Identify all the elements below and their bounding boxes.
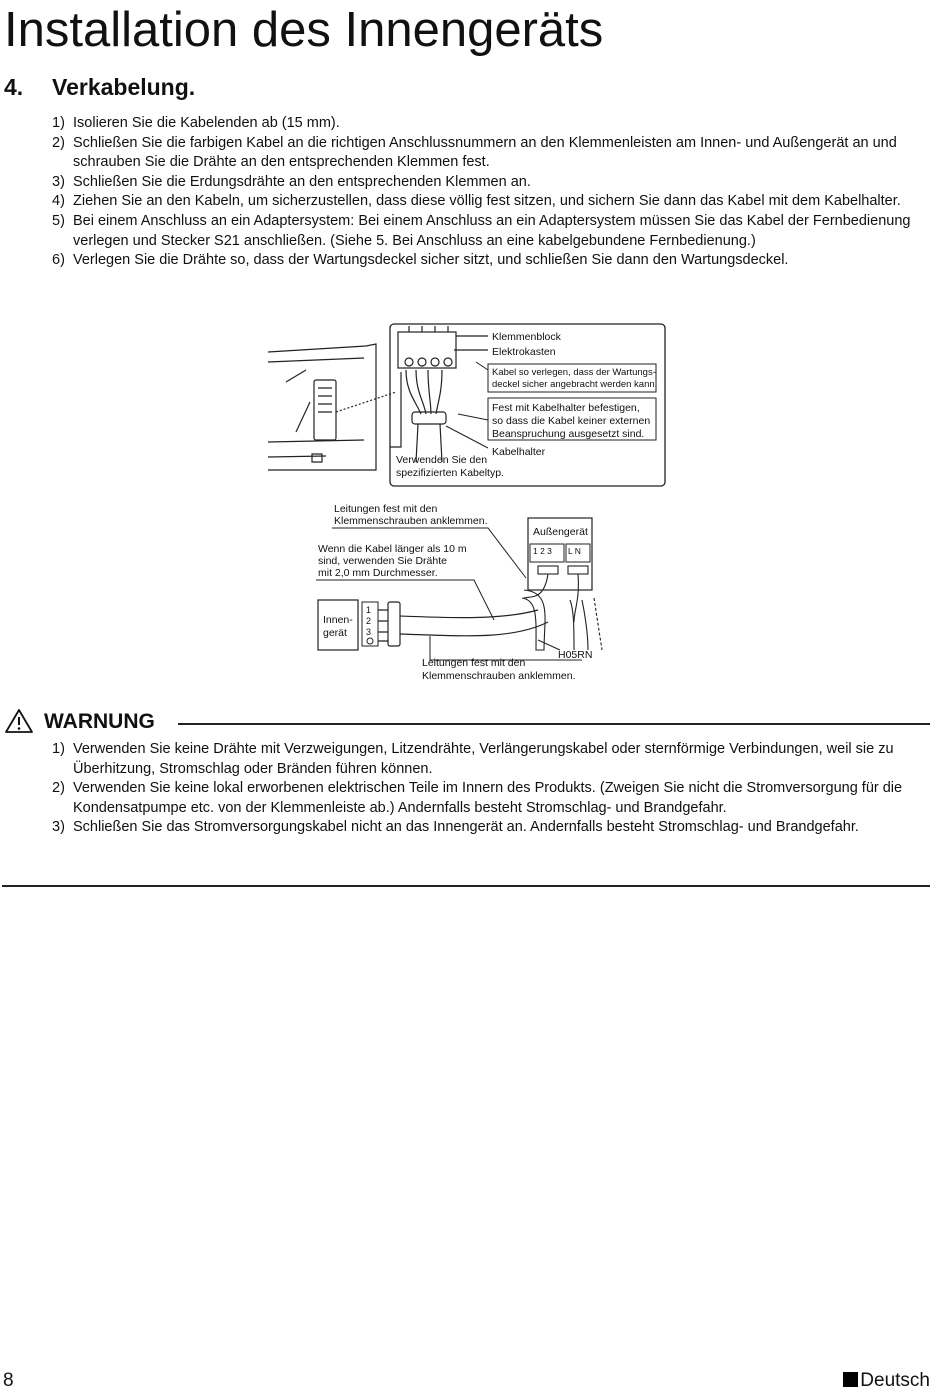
item-number: 2) <box>52 780 65 797</box>
item-number: 4) <box>52 193 65 210</box>
label-innengeraet: Innen- <box>323 614 353 626</box>
section-heading <box>4 70 195 104</box>
label-cable-type: H05RN <box>558 649 593 661</box>
length-note-line: Wenn die Kabel länger als 10 m <box>318 543 467 555</box>
indoor-terminal-label: 1 <box>366 605 372 615</box>
connection-cable-illustration <box>378 602 548 646</box>
section-title: Verkabelung. <box>52 74 196 100</box>
top-note-line: Leitungen fest mit den <box>334 503 438 515</box>
list-item <box>52 779 922 818</box>
square-bullet-icon <box>843 1372 858 1387</box>
item-number: 3) <box>52 819 65 836</box>
list-item <box>52 740 922 779</box>
item-text: Verwenden Sie keine lokal erworbenen elektrischen Teile im Innern des Produkts. (Zweigen Sie nicht die Stromversorgung für die Kondensatpumpe etc. von der Klemmenleiste ab.) Andernfalls besteht Stromschlag- und Brandgefahr. <box>73 780 903 816</box>
item-text: Isolieren Sie die Kabelenden ab (15 mm). <box>73 115 340 131</box>
connection-diagram-figure <box>312 500 612 688</box>
warning-list <box>52 740 922 838</box>
bottom-note-line: Leitungen fest mit den <box>422 657 526 669</box>
terminal-block-illustration <box>390 326 488 462</box>
item-text: Bei einem Anschluss an ein Adaptersystem: Bei einem Anschluss an ein Adaptersystem müssen Sie das Kabel der Fernbedienung verlegen und Stecker S21 anschließen. (Siehe 5. Bei Anschluss an eine kabelgebundene Fernbedienung.) <box>73 212 911 249</box>
label-kabeltyp: Verwenden Sie den <box>396 454 488 466</box>
outdoor-terminal-labels: 1 2 3 <box>533 546 552 556</box>
indoor-terminal-label: 2 <box>366 616 372 626</box>
language-text: Deutsch <box>860 1370 930 1391</box>
note-deckel-line: Kabel so verlegen, dass der Wartungs- <box>492 367 656 378</box>
item-number: 2) <box>52 134 65 151</box>
divider <box>178 723 930 725</box>
outdoor-terminal-labels: L N <box>568 546 581 556</box>
item-number: 5) <box>52 212 65 229</box>
item-text: Ziehen Sie an den Kabeln, um sicherzustellen, dass diese völlig fest sitzen, und sichern Sie dann das Kabel mit dem Kabelhalter. <box>73 193 901 210</box>
list-item <box>52 134 942 173</box>
label-elektrokasten: Elektrokasten <box>492 346 556 358</box>
item-text: Verlegen Sie die Drähte so, dass der Wartungsdeckel sicher sitzt, und schließen Sie dann den Wartungsdeckel. <box>73 252 789 269</box>
indoor-unit-illustration <box>268 344 396 470</box>
item-number: 6) <box>52 252 65 269</box>
top-note-line: Klemmenschrauben anklemmen. <box>334 515 488 527</box>
label-kabeltyp: spezifizierten Kabeltyp. <box>396 467 504 479</box>
language-label <box>843 1370 930 1392</box>
item-number: 1) <box>52 741 65 757</box>
page-title: Installation des Innengeräts <box>4 3 604 57</box>
wiring-detail-figure <box>266 322 668 490</box>
section-number: 4. <box>4 74 24 100</box>
list-item <box>52 192 942 212</box>
warning-heading <box>4 708 930 736</box>
divider <box>2 885 930 887</box>
bottom-note-line: Klemmenschrauben anklemmen. <box>422 670 576 682</box>
item-text: Verwenden Sie keine Drähte mit Verzweigungen, Litzendrähte, Verlängerungskabel oder sternförmige Verbindungen, weil sie zu Überhitzung, Stromschlag oder Bränden führen können. <box>73 741 894 777</box>
page-number: 8 <box>3 1370 14 1391</box>
label-klemmenblock: Klemmenblock <box>492 331 561 343</box>
warning-title: WARNUNG <box>44 710 155 733</box>
list-item <box>52 251 942 271</box>
list-item <box>52 173 942 193</box>
list-item <box>52 114 942 134</box>
label-innengeraet: gerät <box>323 627 347 639</box>
outdoor-wiring-illustration <box>522 566 602 650</box>
indoor-terminal-label: 3 <box>366 627 372 637</box>
length-note-line: mit 2,0 mm Durchmesser. <box>318 567 438 579</box>
item-number: 3) <box>52 173 65 190</box>
label-aussengeraet: Außengerät <box>533 526 588 538</box>
steps-list <box>52 114 942 271</box>
item-text: Schließen Sie die farbigen Kabel an die richtigen Anschlussnummern an den Klemmenleisten am Innen- und Außengerät an und schrauben Sie die Drähte an den entsprechenden Klemmen fest. <box>73 134 897 171</box>
item-text: Schließen Sie die Erdungsdrähte an den entsprechenden Klemmen an. <box>73 173 531 190</box>
length-note-line: sind, verwenden Sie Drähte <box>318 555 447 567</box>
list-item <box>52 818 922 838</box>
note-fest-line: Beanspruchung ausgesetzt sind. <box>492 428 645 440</box>
item-number: 1) <box>52 115 65 131</box>
list-item <box>52 212 942 251</box>
note-deckel-line: deckel sicher angebracht werden kann. <box>492 379 658 390</box>
note-fest-line: so dass die Kabel keiner externen <box>492 415 651 427</box>
label-kabelhalter: Kabelhalter <box>492 446 546 458</box>
note-fest-line: Fest mit Kabelhalter befestigen, <box>492 402 640 414</box>
item-text: Schließen Sie das Stromversorgungskabel nicht an das Innengerät an. Andernfalls besteht Stromschlag- und Brandgefahr. <box>73 819 859 836</box>
warning-triangle-icon <box>4 708 34 734</box>
